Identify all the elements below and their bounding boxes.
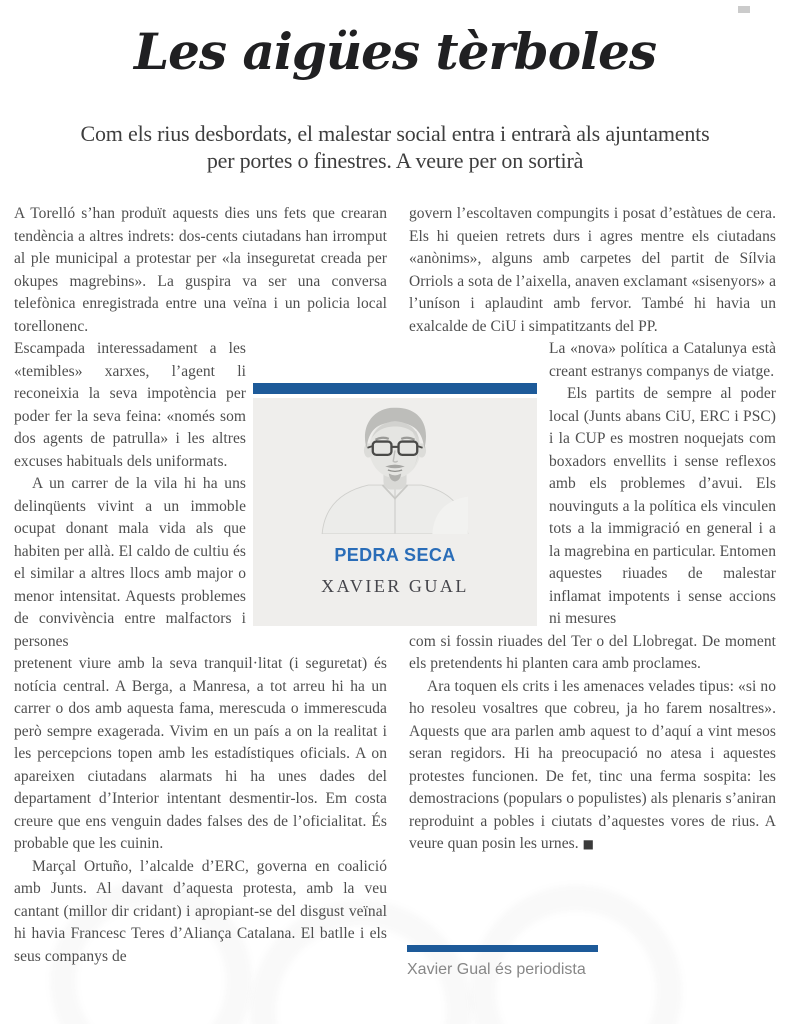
author-box-accent-bar bbox=[253, 383, 537, 394]
article-body bbox=[14, 203, 776, 1024]
paragraph-segment: Marçal Ortuño, l’alcalde d’ERC, governa en coalició amb Junts. Al davant d’aquesta protesta, amb la veu cantant (millor dir cridant) i apropiant-se del disgust veïnal hi havia Francesc Teres d’Aliança Catalana. El batlle i els seus companys de bbox=[14, 857, 387, 965]
article-subtitle: Com els rius desbordats, el malestar social entra i entrarà als ajuntaments per portes o finestres. A veure per on sortirà bbox=[80, 121, 710, 173]
article-title: Les aigües tèrboles bbox=[133, 22, 657, 81]
article-footer bbox=[407, 945, 777, 979]
paragraph-segment: pretenent viure amb la seva tranquil·litat (i seguretat) és notícia central. A Berga, a Manresa, a tot arreu hi ha un carrer o dos amb aquesta fama, merescuda o immerescuda però sempre exagerada. Vivim en un país a on la realitat i les percepcions topen amb les estadístiques oficials. A on apareixen ciutadans alarmats hi ha unes dades del departament d’Interior intentant desmentir-los. Em costa creure que ens venguin dades falses des de l’oficialitat. És probable que les cuinin. bbox=[14, 655, 387, 852]
author-portrait-photo bbox=[253, 406, 537, 539]
paragraph-segment: govern l’escoltaven compungits i posat d’estàtues de cera. Els hi queien retrets durs i agres mentre els ciutadans «anònims», alguns amb carpetes del partit de Sílvia Orriols a sota de l’aixella, anaven exclamant «sisenyors» a l’uníson i aplaudint amb fervor. També hi havia un exalcalde de CiU i simpatitzants del PP. bbox=[409, 205, 776, 335]
paragraph-segment: A un carrer de la vila hi ha uns delinqüents vivint a un immoble ocupat donant mala vida als que habiten per allà. El caldo de cultiu és el similar a altres llocs amb major o menor intensitat. Aquests problemes de convivència entre malfactors i persones bbox=[14, 475, 246, 650]
print-bleed-artifact bbox=[738, 6, 750, 13]
paragraph-segment: A Torelló s’han produït aquests dies uns fets que crearan tendència a altres indrets: dos-cents ciutadans han irromput al ple municipal a protestar per «la inseguretat creada per okupes magrebins». La guspira va ser una conversa telefònica enregistrada entre una veïna i un policia local torellonenc. bbox=[14, 205, 387, 335]
portrait-man-glasses-icon bbox=[297, 406, 493, 534]
footer-accent-bar bbox=[407, 945, 598, 952]
paragraph-segment: Els partits de sempre al poder local (Junts abans CiU, ERC i PSC) i la CUP es mostren noquejats com boxadors envellits i sense reflexos amb els problemes d’avui. Els nouvinguts a la política els vinculen tots a la immigració en general i a la magrebina en particular. Entomen aquestes riuades de malestar inflamat impotents i sense accions ni mesures bbox=[549, 385, 776, 627]
paragraph-segment: La «nova» política a Catalunya està creant estranys companys de viatge. bbox=[549, 340, 776, 380]
paragraph-text: Ara toquen els crits i les amenaces velades tipus: «si no ho resoleu vosaltres que cobreu, ja ho farem nosaltres». Aquests que ara parlen amb aquest to d’aquí a vint mesos seran regidors. Hi ha preocupació no atesa i aquestes protestes funcionen. De fet, tinc una ferma sospita: les demostracions (populars o populistes) als plenaris s’aniran reproduint a pobles i ciutats d’aquestes vores de rius. A veure quan posin les urnes. bbox=[409, 677, 776, 852]
author-box-panel bbox=[253, 398, 537, 626]
paragraph-segment bbox=[409, 676, 776, 856]
author-byline: Xavier Gual és periodista bbox=[407, 961, 586, 978]
end-of-article-mark: ■ bbox=[582, 837, 595, 851]
paragraph-segment: Escampada interessadament a les «temibles» xarxes, l’agent li reconeixia la seva impotència per poder fer la seva feina: «només som dos agents de patrulla» i les altres excuses habituals dels uniformats. bbox=[14, 340, 246, 470]
paragraph-segment: com si fossin riuades del Ter o del Llobregat. De moment els pretendents hi planten cara amb proclames. bbox=[409, 632, 776, 672]
author-name: XAVIER GUAL bbox=[321, 576, 469, 596]
author-box bbox=[253, 383, 537, 626]
column-kicker: PEDRA SECA bbox=[334, 545, 456, 565]
